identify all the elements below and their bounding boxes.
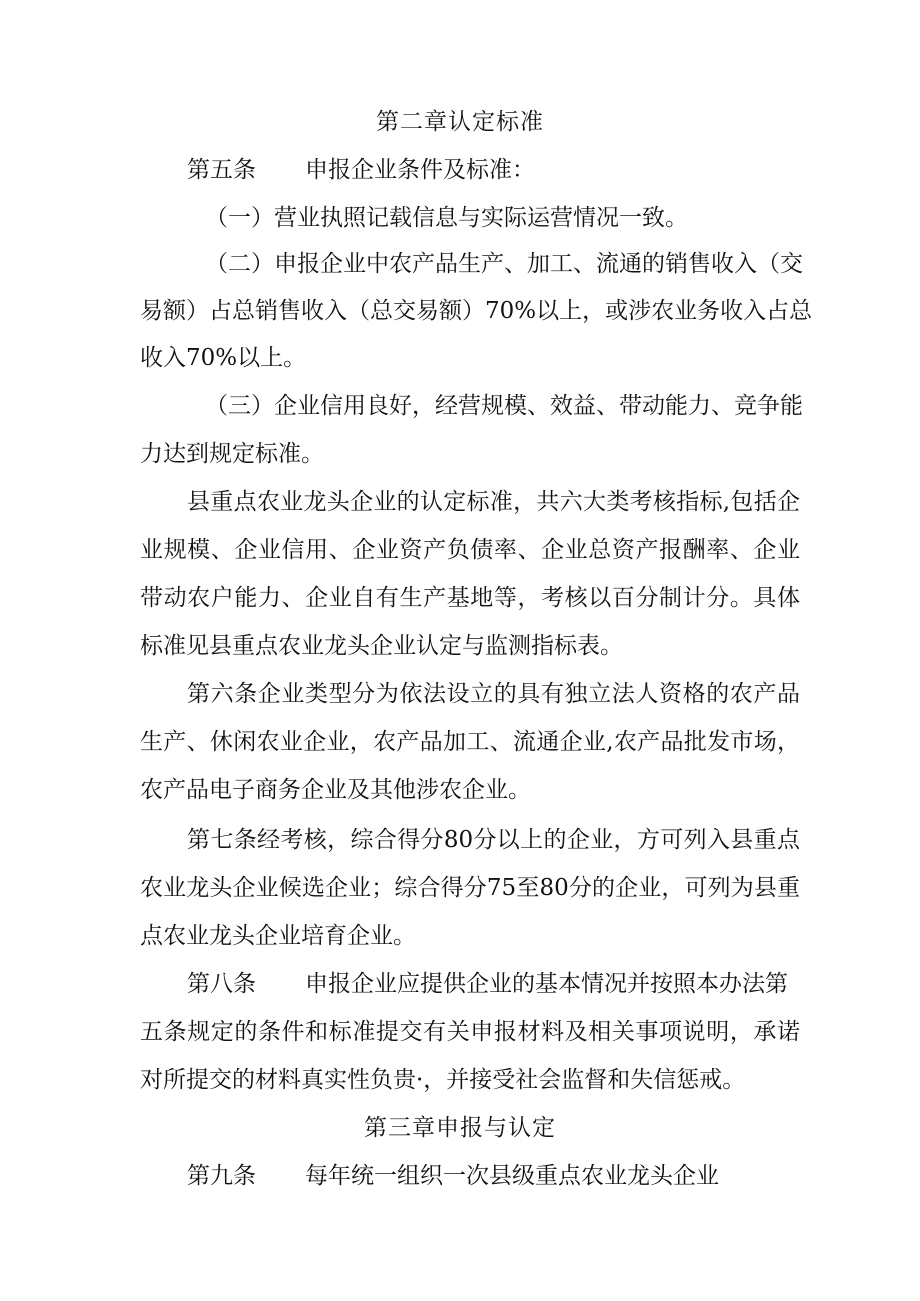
standard-para-line-1: 县重点农业龙头企业的认定标准，共六大类考核指标,包括企 bbox=[187, 489, 800, 515]
standard-para-line-4: 标准见县重点农业龙头企业认定与监测指标表。 bbox=[140, 633, 623, 659]
item-2-line-1: （二）申报企业中农产品生产、加工、流通的销售收入（交 bbox=[205, 251, 803, 277]
article-7-line-3: 点农业龙头企业培育企业。 bbox=[140, 923, 416, 949]
item-2-line-3: 收入70%以上。 bbox=[140, 345, 307, 371]
article-6-line-3: 农产品电子商务企业及其他涉农企业。 bbox=[140, 777, 531, 803]
standard-para-line-2: 业规模、企业信用、企业资产负债率、企业总资产报酬率、企业 bbox=[140, 537, 800, 563]
article-5-text: 申报企业条件及标准： bbox=[305, 157, 535, 183]
article-9-text: 每年统一组织一次县级重点农业龙头企业 bbox=[305, 1163, 719, 1189]
article-7-line-1: 第七条经考核，综合得分80分以上的企业，方可列入县重点 bbox=[187, 827, 800, 853]
article-9-label: 第九条 bbox=[187, 1163, 256, 1189]
standard-para-line-3: 带动农户能力、企业自有生产基地等，考核以百分制计分。具体 bbox=[140, 585, 800, 611]
chapter-2-title: 第二章认定标准 bbox=[376, 109, 544, 135]
article-6-line-2: 生产、休闲农业企业，农产品加工、流通企业,农产品批发市场， bbox=[140, 729, 800, 755]
item-2-line-2: 易额）占总销售收入（总交易额）70%以上，或涉农业务收入占总 bbox=[140, 298, 813, 324]
article-8-text: 申报企业应提供企业的基本情况并按照本办法第 bbox=[305, 971, 788, 997]
item-3-line-1: （三）企业信用良好，经营规模、效益、带动能力、竞争能 bbox=[205, 393, 803, 419]
article-9-line bbox=[187, 1162, 800, 1190]
article-8-line-3: 对所提交的材料真实性负贵·，并接受社会监督和失信惩戒。 bbox=[140, 1067, 746, 1093]
article-8-line-2: 五条规定的条件和标准提交有关申报材料及相关事项说明，承诺 bbox=[140, 1019, 800, 1045]
article-7-line-2: 农业龙头企业候选企业；综合得分75至80分的企业，可列为县重 bbox=[140, 875, 800, 901]
article-5-line bbox=[187, 156, 847, 184]
article-6-line-1: 第六条企业类型分为依法设立的具有独立法人资格的农产品 bbox=[187, 681, 800, 707]
chapter-3-title: 第三章申报与认定 bbox=[364, 1115, 556, 1141]
item-3-line-2: 力达到规定标准。 bbox=[140, 441, 324, 467]
article-5-label: 第五条 bbox=[187, 157, 256, 183]
item-1: （一）营业执照记载信息与实际运营情况一致。 bbox=[205, 205, 688, 231]
article-8-label: 第八条 bbox=[187, 971, 256, 997]
article-8-line-1 bbox=[187, 970, 800, 998]
